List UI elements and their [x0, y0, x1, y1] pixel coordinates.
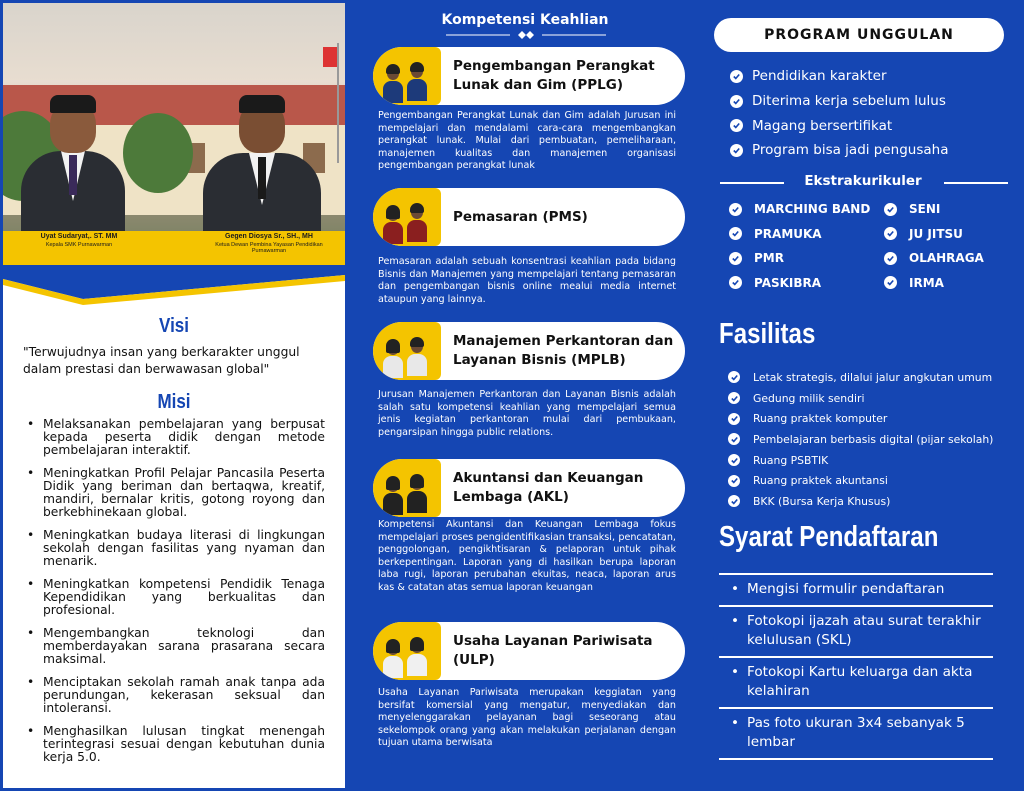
- check-circle-icon: [728, 392, 740, 404]
- check-circle-icon: [884, 227, 897, 240]
- fasilitas-item: Letak strategis, dilalui jalur angkutan umum: [728, 367, 993, 388]
- program-unggulan-item: Magang bersertifikat: [730, 113, 949, 138]
- student-figure: [405, 630, 431, 680]
- program-card-akl: [373, 459, 685, 517]
- ekstrakurikuler-item: JU JITSU: [884, 222, 984, 247]
- program-card-mplb: [373, 322, 685, 380]
- divider-line: [944, 182, 1008, 184]
- program-card-pms: [373, 188, 685, 246]
- misi-item: • Melaksanakan pembelajaran yang berpusat kepada peserta didik dengan metode pembelajaran interaktif.: [27, 417, 325, 457]
- check-circle-icon: [728, 495, 740, 507]
- ekstrakurikuler-header: [718, 172, 1008, 192]
- fasilitas-item: Ruang praktek akuntansi: [728, 470, 993, 491]
- check-circle-icon: [730, 119, 743, 132]
- student-figure: [381, 467, 407, 517]
- ekstrakurikuler-item: OLAHRAGA: [884, 246, 984, 271]
- misi-item: • Menciptakan sekolah ramah anak tanpa ada perundungan, kekerasan seksual dan intoleransi.: [27, 675, 325, 715]
- program-description: Pengembangan Perangkat Lunak dan Gim adalah Jurusan ini mempelajari dan mendalami cara-cara mengembangkan perangkat lunak. Mulai dari pembuatan, pemeliharaan, manajemen kualitas dan manajemen organisasi pengembangan perangkat lunak: [378, 110, 676, 172]
- program-unggulan-item: Diterima kerja sebelum lulus: [730, 89, 949, 114]
- program-unggulan-list: [730, 64, 949, 163]
- program-thumbnail: [373, 622, 441, 680]
- chairman-portrait: [193, 61, 333, 231]
- chairman-name: Gegen Diosya Sr., SH., MH: [225, 233, 313, 240]
- chairman-role: Ketua Dewan Pembina Yayasan Pendidikan Purnawarman: [215, 242, 323, 254]
- bullet-dot-icon: •: [27, 626, 35, 640]
- program-unggulan-heading: PROGRAM UNGGULAN: [714, 18, 1004, 52]
- principal-role: Kepala SMK Purnawarman: [45, 242, 113, 248]
- student-figure: [405, 55, 431, 105]
- program-thumbnail: [373, 188, 441, 246]
- student-figure: [381, 630, 407, 680]
- visi-heading: Visi: [159, 315, 189, 337]
- program-title: Akuntansi dan Keuangan Lembaga (AKL): [453, 470, 644, 505]
- program-description: Usaha Layanan Pariwisata merupakan keggiatan yang bersifat komersial yang mengatur, menyediakan dan menyelenggarakan pelayanan bagi seseorang atau sekelompok orang yang akan melakukan perjalanan dengan tujuan utama berwisata: [378, 687, 676, 749]
- misi-item: • Menghasilkan lulusan tingkat menengah terintegrasi sesuai dengan kebutuhan dunia kerja 5.0.: [27, 724, 325, 764]
- principal-caption: [9, 233, 149, 248]
- program-title: Pengembangan Perangkat Lunak dan Gim (PPLG): [453, 58, 655, 93]
- check-circle-icon: [884, 203, 897, 216]
- bullet-dot-icon: •: [731, 664, 740, 680]
- student-figure: [405, 330, 431, 380]
- ekstrakurikuler-item: SENI: [884, 197, 984, 222]
- program-title: Pemasaran (PMS): [453, 208, 588, 225]
- program-card-ulp: [373, 622, 685, 680]
- tie: [258, 157, 266, 199]
- check-circle-icon: [730, 95, 743, 108]
- bullet-dot-icon: •: [27, 528, 35, 542]
- fasilitas-heading: Fasilitas: [719, 318, 816, 350]
- program-thumbnail: [373, 459, 441, 517]
- program-description: Pemasaran adalah sebuah konsentrasi keahlian pada bidang Bisnis dan Manajemen yang mempelajari tentang pemasaran dan pengembangan bisnis online mealui media internet ataupun yang lainnya.: [378, 256, 676, 305]
- check-circle-icon: [728, 475, 740, 487]
- syarat-list: [719, 573, 993, 760]
- bullet-dot-icon: •: [731, 613, 740, 629]
- check-circle-icon: [728, 413, 740, 425]
- visi-text: "Terwujudnya insan yang berkarakter unggul dalam prestasi dan berwawasan global": [23, 345, 300, 376]
- check-circle-icon: [728, 454, 740, 466]
- check-circle-icon: [728, 433, 740, 445]
- principal-name: Uyat Sudaryat,. ST. MM: [40, 233, 118, 240]
- misi-item: • Meningkatkan kompetensi Pendidik Tenaga Kependidikan yang berkualitas dan profesional.: [27, 577, 325, 617]
- program-unggulan-item: Pendidikan karakter: [730, 64, 949, 89]
- ekstrakurikuler-item: PMR: [729, 246, 870, 271]
- ekstrakurikuler-heading: Ekstrakurikuler: [804, 173, 922, 189]
- peci-cap: [239, 95, 285, 113]
- ekstrakurikuler-item: MARCHING BAND: [729, 197, 870, 222]
- ekstrakurikuler-item: IRMA: [884, 271, 984, 296]
- bullet-dot-icon: •: [27, 577, 35, 591]
- check-circle-icon: [730, 70, 743, 83]
- divider-ornament-icon: [446, 30, 606, 40]
- bullet-dot-icon: •: [731, 715, 740, 731]
- syarat-item: • Fotokopi Kartu keluarga dan akta kelahiran: [719, 656, 993, 707]
- student-figure: [405, 467, 431, 517]
- misi-item: • Meningkatkan budaya literasi di lingkungan sekolah dengan fasilitas yang nyaman dan menarik.: [27, 528, 325, 568]
- peci-cap: [50, 95, 96, 113]
- check-circle-icon: [729, 227, 742, 240]
- syarat-item: • Fotokopi ijazah atau surat terakhir kelulusan (SKL): [719, 605, 993, 656]
- check-circle-icon: [729, 276, 742, 289]
- misi-item: • Mengembangkan teknologi dan memberdayakan sarana prasarana secara maksimal.: [27, 626, 325, 666]
- kompetensi-heading: Kompetensi Keahlian: [441, 12, 609, 28]
- fasilitas-list: [728, 367, 993, 512]
- bullet-dot-icon: •: [27, 675, 35, 689]
- bullet-dot-icon: •: [27, 466, 35, 480]
- misi-list: [27, 418, 325, 774]
- student-figure: [405, 196, 431, 246]
- misi-heading: Misi: [157, 391, 191, 413]
- misi-item: • Meningkatkan Profil Pelajar Pancasila Peserta Didik yang beriman dan bertaqwa, kreatif, mandiri, bernalar kritis, gotong royong dan berkebhinekaan global.: [27, 466, 325, 519]
- ekstrakurikuler-item: PASKIBRA: [729, 271, 870, 296]
- program-description: Kompetensi Akuntansi dan Keuangan Lembaga fokus mempelajari proses pengidentifikasian transaksi, pencatatan, penggolongan, pengikhtisaran & pelaporan untuk pihak berkepentingan. Laporan yang di hasilkan berupa laporan laba rugi, laporan perubahan ekuitas, neaca, laporan arus kas & catatan atas semua laporan keuangan: [378, 519, 676, 593]
- program-thumbnail: [373, 47, 441, 105]
- program-title: Manajemen Perkantoran dan Layanan Bisnis (MPLB): [453, 333, 674, 368]
- tie: [69, 155, 77, 195]
- check-circle-icon: [729, 252, 742, 265]
- fasilitas-item: Gedung milik sendiri: [728, 388, 993, 409]
- program-unggulan-item: Program bisa jadi pengusaha: [730, 138, 949, 163]
- fasilitas-item: Ruang praktek komputer: [728, 408, 993, 429]
- syarat-heading: Syarat Pendaftaran: [719, 521, 939, 553]
- check-circle-icon: [728, 371, 740, 383]
- ekstrakurikuler-list-right: [884, 197, 984, 295]
- bullet-dot-icon: •: [27, 417, 35, 431]
- program-description: Jurusan Manajemen Perkantoran dan Layanan Bisnis adalah salah satu kompetensi keahlian yang mempelajari semua jenis kegiatan perkantoran mulai dari pembukaan, pengarsipan hingga public relations.: [378, 389, 676, 438]
- check-circle-icon: [884, 276, 897, 289]
- fasilitas-item: BKK (Bursa Kerja Khusus): [728, 491, 993, 512]
- check-circle-icon: [884, 252, 897, 265]
- chairman-caption: [199, 233, 339, 254]
- syarat-item: • Pas foto ukuran 3x4 sebanyak 5 lembar: [719, 707, 993, 760]
- fasilitas-item: Pembelajaran berbasis digital (pijar sekolah): [728, 429, 993, 450]
- program-thumbnail: [373, 322, 441, 380]
- program-title: Usaha Layanan Pariwisata (ULP): [453, 633, 653, 668]
- bullet-dot-icon: •: [731, 581, 740, 597]
- check-circle-icon: [730, 144, 743, 157]
- flagpole: [337, 43, 339, 163]
- left-panel: [3, 3, 345, 788]
- fasilitas-item: Ruang PSBTIK: [728, 450, 993, 471]
- syarat-item: • Mengisi formulir pendaftaran: [719, 573, 993, 605]
- program-card-pplg: [373, 47, 685, 105]
- header-chevron: [3, 265, 345, 307]
- student-figure: [381, 196, 407, 246]
- student-figure: [381, 330, 407, 380]
- check-circle-icon: [729, 203, 742, 216]
- student-figure: [381, 55, 407, 105]
- principal-portrait: [3, 61, 143, 231]
- school-photo: [3, 3, 345, 265]
- ekstrakurikuler-item: PRAMUKA: [729, 222, 870, 247]
- ekstrakurikuler-list-left: [729, 197, 870, 295]
- bullet-dot-icon: •: [27, 724, 35, 738]
